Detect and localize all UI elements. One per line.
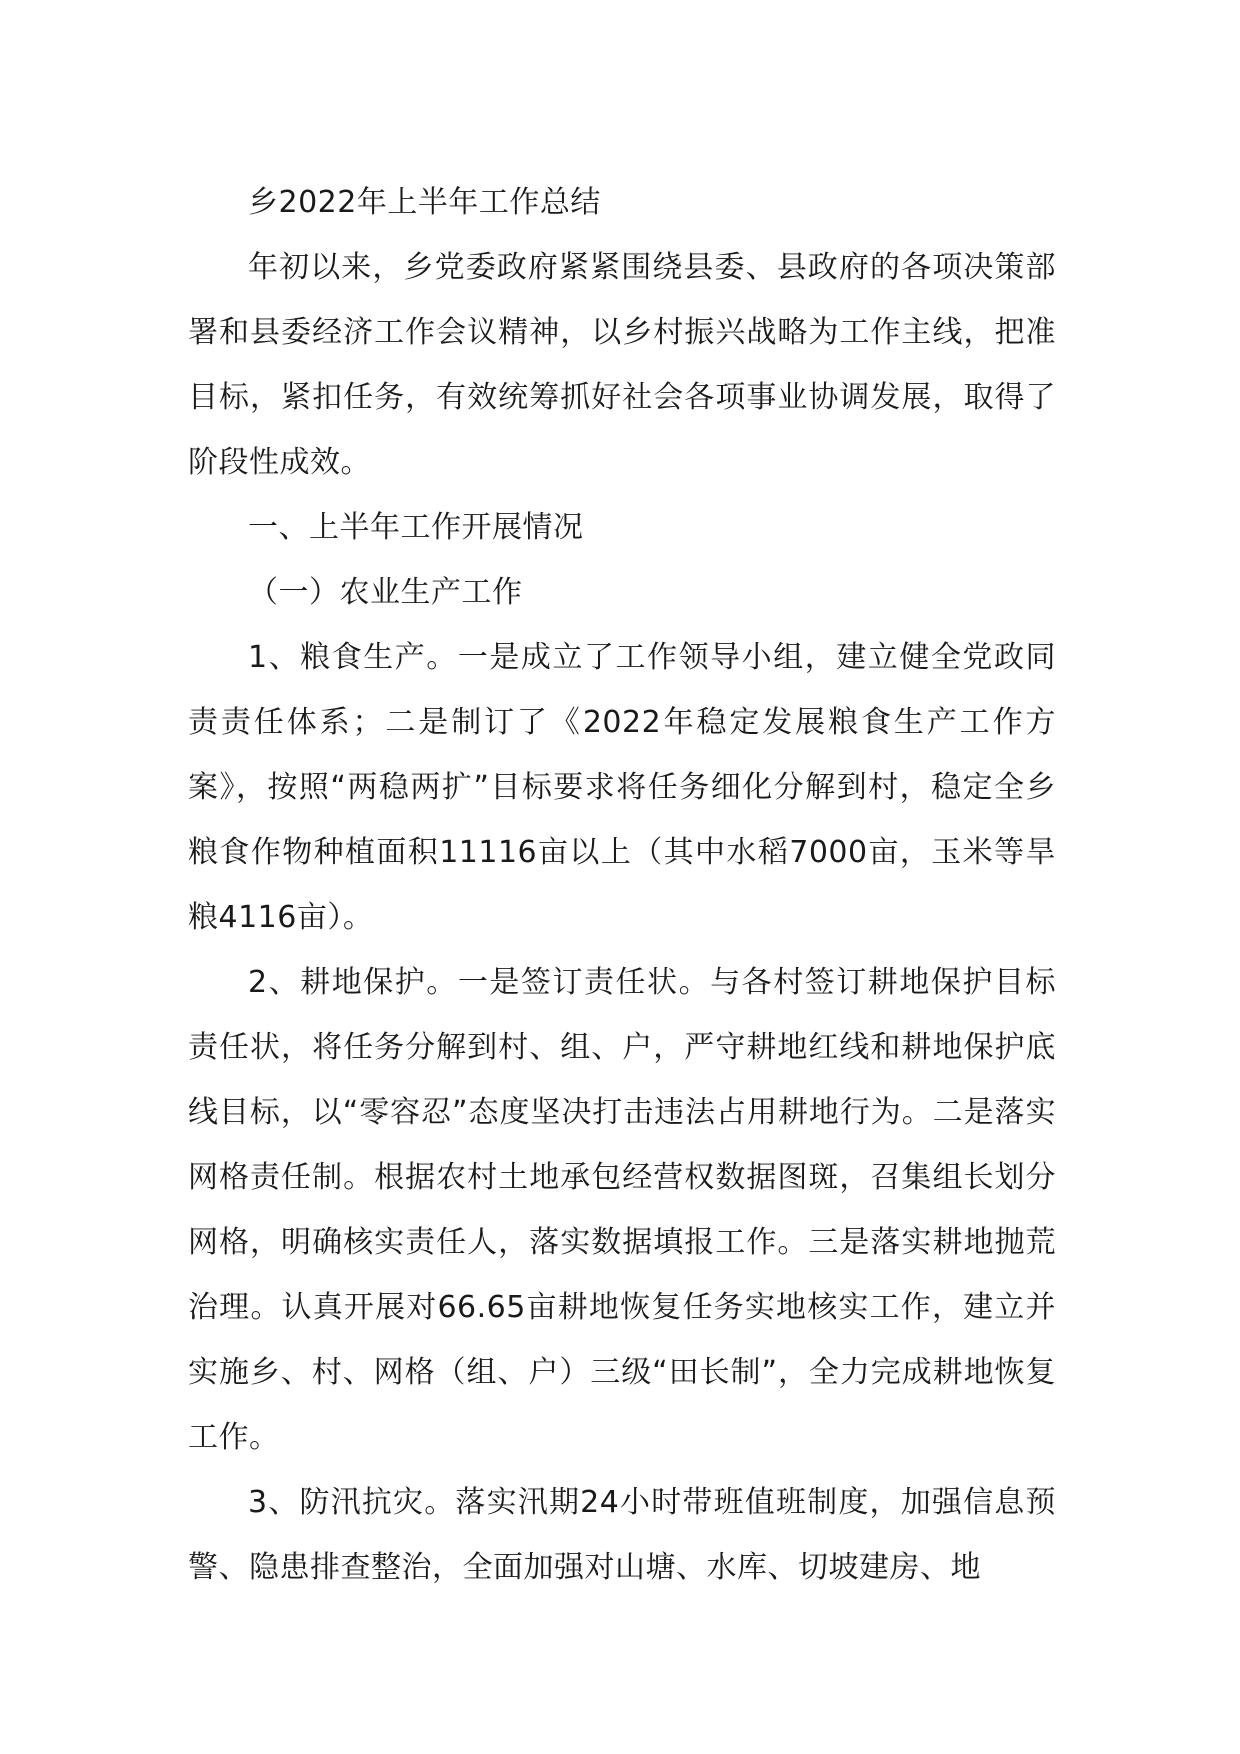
document-body xyxy=(188,170,1056,1600)
section-heading: 一、上半年工作开展情况 xyxy=(248,510,584,545)
document-title: 乡2022年上半年工作总结 xyxy=(248,185,601,220)
paragraph-farmland-protection: 2、耕地保护。一是签订责任状。与各村签订耕地保护目标责任状，将任务分解到村、组、户，严守耕地红线和耕地保护底线目标，以“零容忍”态度坚决打击违法占用耕地行为。二是落实网格责任制。根据农村土地承包经营权数据图斑，召集组长划分网格，明确核实责任人，落实数据填报工作。三是落实耕地抛荒治理。认真开展对66.65亩耕地恢复任务实地核实工作，建立并实施乡、村、网格（组、户）三级“田长制”，全力完成耕地恢复工作。 xyxy=(188,965,1056,1455)
paragraph-grain-production: 1、粮食生产。一是成立了工作领导小组，建立健全党政同责责任体系；二是制订了《2022年稳定发展粮食生产工作方案》，按照“两稳两扩”目标要求将任务细化分解到村，稳定全乡粮食作物种植面积11116亩以上（其中水稻7000亩，玉米等旱粮4116亩）。 xyxy=(188,640,1056,935)
intro-paragraph: 年初以来，乡党委政府紧紧围绕县委、县政府的各项决策部署和县委经济工作会议精神，以乡村振兴战略为工作主线，把准目标，紧扣任务，有效统筹抓好社会各项事业协调发展，取得了阶段性成效。 xyxy=(188,250,1056,480)
subsection-heading: （一）农业生产工作 xyxy=(248,575,523,610)
paragraph-flood-control: 3、防汛抗灾。落实汛期24小时带班值班制度，加强信息预警、隐患排查整治，全面加强对山塘、水库、切坡建房、地 xyxy=(188,1485,1056,1585)
